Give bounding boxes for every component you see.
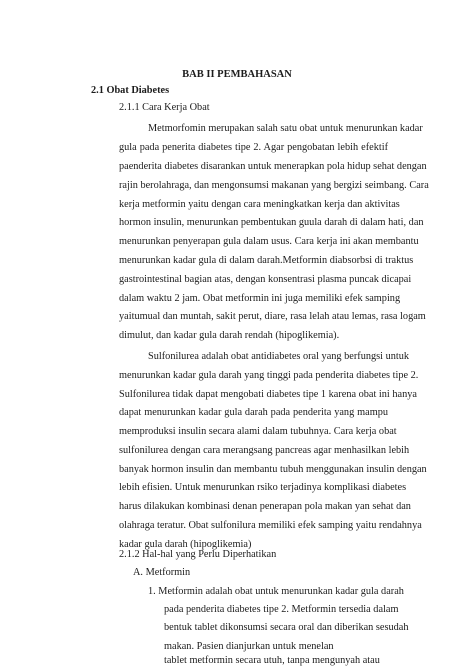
paragraph-line: harus dilakukan kombinasi denan penerapan pola makan yan sehat dan (119, 501, 411, 512)
list-item-line: bentuk tablet dikonsumsi secara oral dan diberikan sesudah (164, 622, 409, 633)
section-heading: 2.1 Obat Diabetes (91, 85, 170, 96)
paragraph-line: dalam waktu 2 jam. Obat metformin ini juga memiliki efek samping (119, 293, 401, 304)
paragraph-line: gula pada penerita diabetes tipe 2. Agar pengobatan lebih efektif (119, 142, 388, 153)
list-heading: A. Metformin (133, 567, 191, 578)
paragraph-line: rajin berolahraga, dan mengonsumsi makanan yang bergizi seimbang. Cara (119, 180, 429, 191)
paragraph-line: memproduksi insulin secara alami dalam tubuhnya. Cara kerja obat (119, 426, 397, 437)
list-item-line: tablet metformin secara utuh, tanpa mengunyah atau (164, 655, 380, 666)
paragraph-line: Sulfonilurea adalah obat antidiabetes oral yang berfungsi untuk (148, 351, 410, 362)
list-item-line: makan. Pasien dianjurkan untuk menelan (164, 641, 334, 652)
paragraph-line: lebih efisien. Untuk menurunkan rsiko terjadinya komplikasi diabetes (119, 482, 407, 493)
subsection-heading: 2.1.2 Hal-hal yang Perlu Diperhatikan (119, 549, 277, 560)
paragraph-line: paenderita diabetes disarankan untuk menerapkan pola hidup sehat dengan (119, 161, 427, 172)
paragraph-line: menurunkan penyerapan gula dalam usus. Cara kerja ini akan membantu (119, 236, 419, 247)
paragraph-line: dapat menurunkan kadar gula darah pada penderita yang mampu (119, 407, 388, 418)
list-item-line: pada penderita diabetes tipe 2. Metformin tersedia dalam (164, 604, 399, 615)
paragraph-line: banyak hormon insulin dan membantu tubuh menggunakan insulin dengan (119, 464, 427, 475)
paragraph-line: Metmorfomin merupakan salah satu obat untuk menurunkan kadar (148, 123, 423, 134)
paragraph-line: Sulfonilurea tidak dapat mengobati diabetes tipe 1 karena obat ini hanya (119, 389, 417, 400)
subsection-heading: 2.1.1 Cara Kerja Obat (119, 102, 210, 113)
paragraph-line: kadar gula darah (hipoglikemia) (119, 539, 252, 550)
paragraph-line: olahraga teratur. Obat sulfonilura memiliki efek samping yaitu rendahnya (119, 520, 422, 531)
paragraph-line: kerja metformin yaitu dengan cara meningkatkan kerja dan aktivitas (119, 199, 400, 210)
paragraph-line: menurunkan kadar gula darah yang tinggi pada penderita diabetes tipe 2. (119, 370, 419, 381)
list-item-line: 1. Metformin adalah obat untuk menurunkan kadar gula darah (148, 586, 404, 597)
paragraph-line: hormon insulin, menurunkan pembentukan guula darah di dalam hati, dan (119, 217, 424, 228)
paragraph-line: sulfonilurea dengan cara merangsang pancreas agar menhasilkan lebih (119, 445, 410, 456)
paragraph-line: gastrointestinal bagian atas, dengan konsentrasi plasma puncak dicapai (119, 274, 412, 285)
paragraph-line: dimulut, dan kadar gula darah rendah (hipoglikemia). (119, 330, 340, 341)
paragraph-line: yaitumual dan muntah, sakit perut, diare, rasa lelah atau lemas, rasa logam (119, 311, 426, 322)
chapter-title: BAB II PEMBAHASAN (182, 69, 292, 80)
paragraph-line: menurunkan kadar gula di dalam darah.Metformin diabsorbsi di traktus (119, 255, 414, 266)
